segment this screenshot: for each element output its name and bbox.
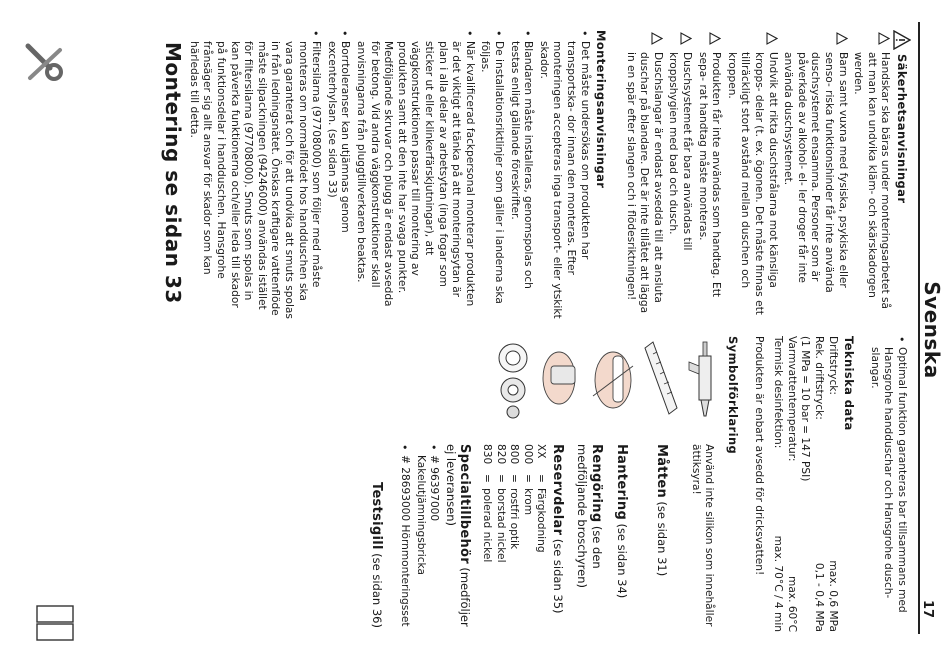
language-tabs-icon: [35, 604, 75, 644]
warning-icon: [878, 32, 890, 45]
page-title: Svenska: [920, 281, 944, 379]
silicone-note: Använd inte silikon som innehåller ättiksyra!: [689, 444, 716, 627]
right-column: [367, 336, 908, 632]
spare-part-row: 800 = rostfri optik: [508, 444, 521, 550]
symbol-texts: [367, 436, 722, 632]
spare-part-row: 830 = polerad nickel: [480, 444, 493, 563]
special-item: • # 96397000 Kakelutjämningsbricka: [413, 444, 440, 632]
page-number: 17: [920, 600, 935, 619]
test-seal-row: Testsigill (se sidan 36): [369, 482, 385, 628]
mounting-item: • Borrtoleranser kan utjämnas genom excenterhylsan. (se sidan 33): [324, 30, 351, 320]
spare-part-row: 820 = borstad nickel: [494, 444, 507, 563]
spare-parts-icon: [493, 336, 533, 422]
ruler-icon: [643, 336, 683, 422]
safety-item: Undvik att rikta duschstrålarna mot känsliga kropps- delar (t. ex. ögonen. Det måste finnas ett tillräckligt stort avstånd mellan duschen och kroppen.: [724, 30, 778, 320]
safety-item: Duschslangar är endast avsedda till att ansluta duschar på blandare. Det är inte tillåtet att lägga in en spär efter slangen och i flödesriktningen!: [623, 30, 664, 320]
tech-row: (1 MPa = 10 bar = 147 PSI): [799, 336, 812, 482]
warning-icon: [836, 32, 848, 45]
mounting-reference: Montering se sidan 33: [161, 42, 185, 304]
symbols-title: Symbolförklaring: [726, 336, 741, 455]
mounting-item: • De installationsriktlinjer som gäller i landerna ska följas.: [478, 30, 505, 320]
technical-title: Tekniska data: [842, 336, 857, 431]
silicone-gun-icon: [687, 336, 721, 422]
warning-icon: [651, 32, 663, 45]
mounting-title: Monteringsanvisningar: [594, 30, 609, 189]
safety-item: Handskar ska bäras under monteringsarbetet så att man kan undvika kläm- och skärskadorgen werden.: [851, 30, 892, 320]
warning-icon: [893, 30, 911, 50]
safety-title: Säkerhetsanvisningar: [895, 54, 909, 204]
tech-row: Rek. driftstryck: 0,1 - 0,4 MPa: [813, 336, 826, 632]
special-item: • # 28693000 Hörnmonteringsset: [397, 444, 411, 632]
drinking-water-note: Produkten är enbart avsedd för dricksvatten!: [752, 336, 765, 576]
safety-heading: [894, 30, 908, 320]
handling-row: Hantering (se sidan 34): [613, 444, 629, 599]
spare-part-row: XX = Färgkodning: [535, 444, 548, 553]
left-column: [184, 30, 908, 320]
symbols-block: [367, 336, 722, 632]
spare-part-row: 000 = krom: [521, 444, 534, 516]
tech-row: Termisk desinfektion: max. 70°C / 4 min: [772, 336, 785, 632]
safety-item: Barn samt vuxna med fysiska, psykiska eller senso- riska funktionshinder får inte använda duschsystemet ensamma. Personer som är påverkade av alkohol- el- ler droger får inte använda duschsystemet.: [781, 30, 849, 320]
cleaning-hand-icon: [539, 336, 583, 422]
mounting-item: • Blandaren måste installeras, genomspolas och testas enligt gällande föreskrifter.: [507, 30, 534, 320]
optimal-item: • Optimal funktion garanteras bar tillsammans med Hansgrohe handduschar och Hansgrohe dusch- slangar.: [867, 336, 908, 632]
spare-parts-row: Reservdelar (se sidan 35): [549, 444, 565, 614]
warning-icon: [709, 32, 721, 45]
special-row: Specialtillbehör (medföljer ej leveransen): [443, 444, 473, 627]
tech-row: Varmvattentemperatur: max. 60°C: [785, 336, 798, 632]
safety-item: Duschsystemet får bara användas till kroppshygien med bad och dusch.: [666, 30, 693, 320]
handling-hand-icon: [587, 336, 639, 422]
tech-row: Driftstryck: max. 0,6 MPa: [826, 336, 839, 632]
warning-icon: [766, 32, 778, 45]
mounting-item: • Filtersilarna (97708000) som följer med måste monteras om normalflödet hos handduschen ska vara garanterat och för att undvika att smuts spolas in från ledningsnätet. Önskas kraftigare vattenflöde måste silpackningen (94246000) användas istället för filtersilarna (97708000). Smuts som spolas in kan påverka funktionerna och/eller leda till skador på funktionsdelar i handduschen. Hansgrohe frånsäger sig allt ansvar för skador som kan härledas till detta.: [186, 30, 322, 320]
warning-icon: [680, 32, 692, 45]
symbol-illustrations: [493, 336, 721, 436]
mounting-item: • Det måste undersökas om produkten har transportska- dor innan den monteras. Efter monteringen accepteras inga transport- eller ytskikt skador.: [536, 30, 590, 320]
tools-icon: [20, 38, 70, 88]
cleaning-row: Rengöring (se den medföljande broschyren): [575, 444, 605, 588]
safety-item: Produkten får inte användas som handtag. Ett sepa- rat handtag måste monteras.: [695, 30, 722, 320]
measures-row: Måtten (se sidan 31): [654, 444, 670, 577]
mounting-item: • När kvalificerad fackpersonal monterar produkten är det viktigt att tänka på att monteringsytan är plan i alla delar av arbetsytan (inga fogar som sticker ut eller klinkerfärskjutningar), att väggkonstruktionen passar till montering av produkten samt att den inte har svaga punkter. Medföljande skruvar och plugg är endast avsedda för betong. Vid andra väggkonstruktioner skall anvisningarna från pluggtillverkaren beaktas.: [353, 30, 475, 320]
spare-parts-list: [479, 444, 547, 632]
